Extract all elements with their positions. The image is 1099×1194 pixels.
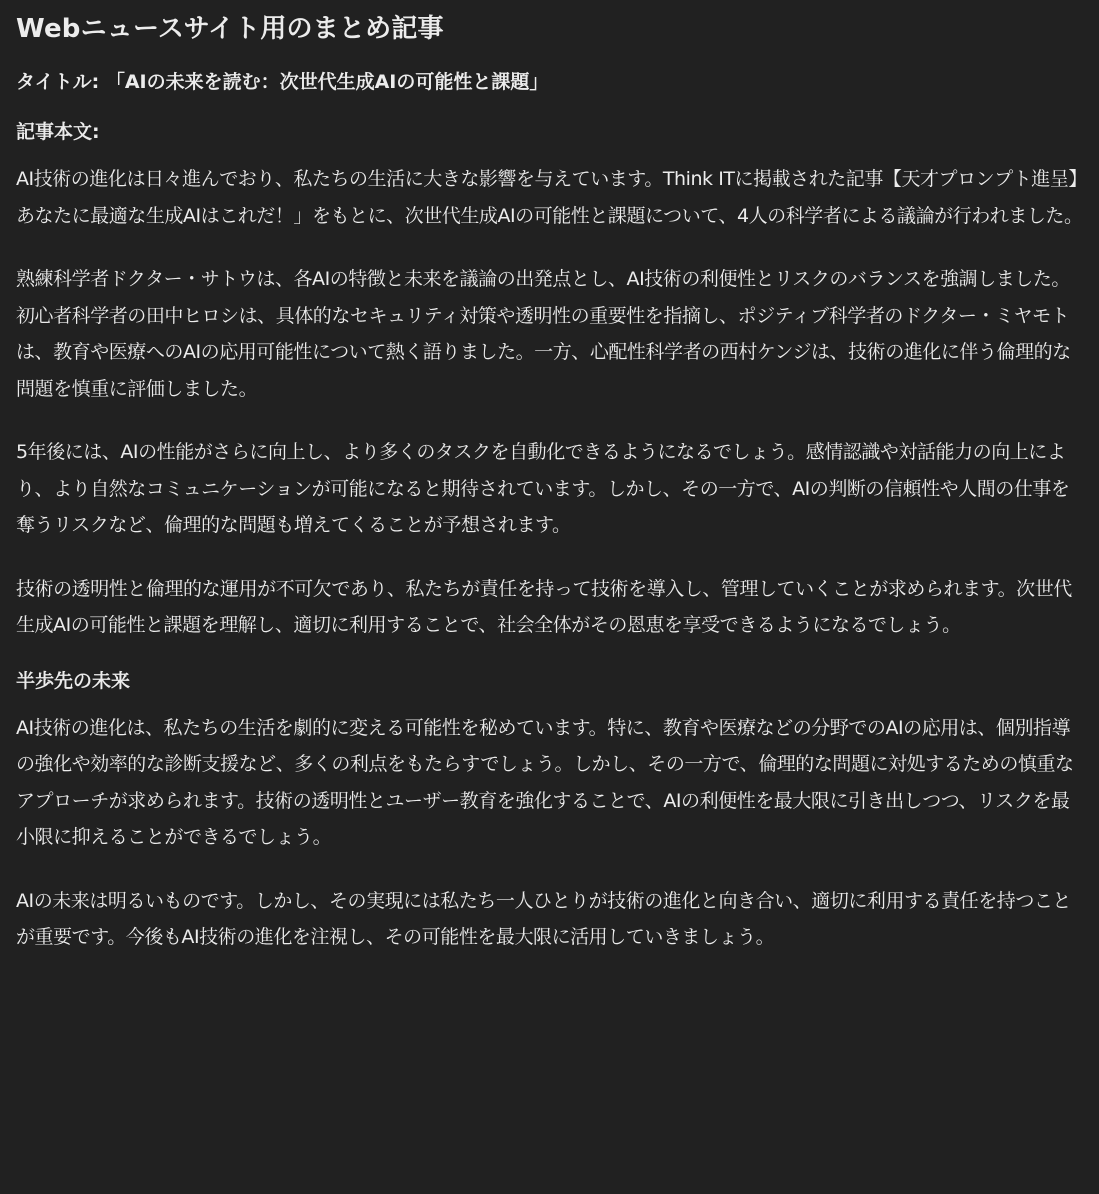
body-paragraph: AI技術の進化は日々進んでおり、私たちの生活に大きな影響を与えています。Think ITに掲載された記事【天才プロンプト進呈】あなたに最適な生成AIはこれだ！」をもとに、次世代生成AIの可能性と課題について、4人の科学者による議論が行われました。: [16, 168, 1083, 227]
section-heading: 半歩先の未来: [16, 669, 131, 692]
section-paragraph: AIの未来は明るいものです。しかし、その実現には私たち一人ひとりが技術の進化と向き合い、適切に利用する責任を持つことが重要です。今後もAI技術の進化を注視し、その可能性を最大限に活用していきましょう。: [16, 889, 1071, 948]
page-title: Webニュースサイト用のまとめ記事: [16, 14, 444, 44]
section-paragraph: AI技術の進化は、私たちの生活を劇的に変える可能性を秘めています。特に、教育や医療などの分野でのAIの応用は、個別指導の強化や効率的な診断支援など、多くの利点をもたらすでしょう。しかし、その一方で、倫理的な問題に対処するための慎重なアプローチが求められます。技術の透明性とユーザー教育を強化することで、AIの利便性を最大限に引き出しつつ、リスクを最小限に抑えることができるでしょう。: [16, 716, 1074, 848]
article-headline: タイトル: 「AIの未来を読む：次世代生成AIの可能性と課題」: [16, 71, 549, 93]
body-paragraph: 5年後には、AIの性能がさらに向上し、より多くのタスクを自動化できるようになるでしょう。感情認識や対話能力の向上により、より自然なコミュニケーションが可能になると期待されています。しかし、その一方で、AIの判断の信頼性や人間の仕事を奪うリスクなど、倫理的な問題も増えてくることが予想されます。: [16, 441, 1070, 536]
body-paragraph: 技術の透明性と倫理的な運用が不可欠であり、私たちが責任を持って技術を導入し、管理していくことが求められます。次世代生成AIの可能性と課題を理解し、適切に利用することで、社会全体がその恩恵を享受できるようになるでしょう。: [16, 577, 1072, 636]
body-label: 記事本文:: [16, 121, 100, 143]
body-paragraph: 熟練科学者ドクター・サトウは、各AIの特徴と未来を議論の出発点とし、AI技術の利便性とリスクのバランスを強調しました。初心者科学者の田中ヒロシは、具体的なセキュリティ対策や透明性の重要性を指摘し、ポジティブ科学者のドクター・ミヤモトは、教育や医療へのAIの応用可能性について熱く語りました。一方、心配性科学者の西村ケンジは、技術の進化に伴う倫理的な問題を慎重に評価しました。: [16, 268, 1071, 400]
